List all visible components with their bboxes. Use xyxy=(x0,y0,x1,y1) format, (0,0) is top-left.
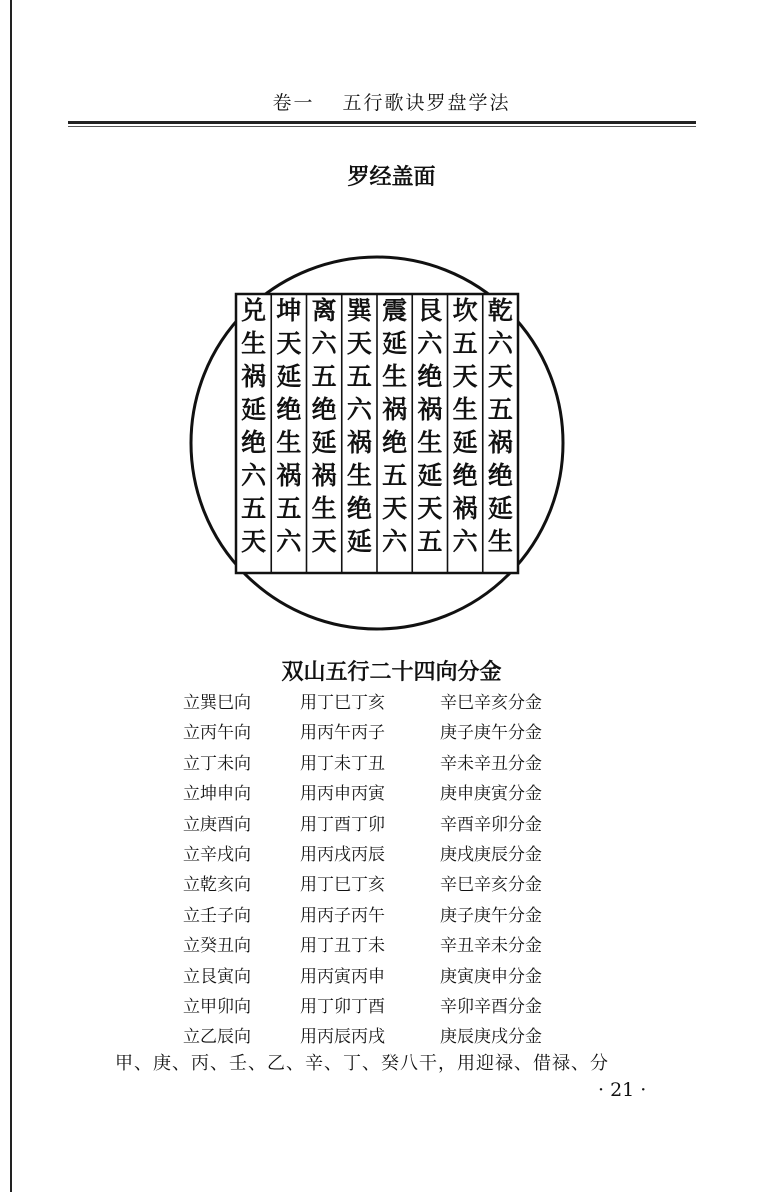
diagram-cell: 六 xyxy=(452,527,478,556)
diagram-cell: 天 xyxy=(382,494,408,523)
direction-cell: 立丁未向 xyxy=(183,753,251,774)
diagram-column xyxy=(342,294,377,573)
fenjin-cell: 庚申庚寅分金 xyxy=(440,784,542,805)
diagram-cell: 祸 xyxy=(417,395,443,424)
diagram-cell: 绝 xyxy=(452,461,478,490)
use-cell: 用丁巳丁亥 xyxy=(300,693,385,713)
diagram-cell: 五 xyxy=(382,461,408,490)
table-row xyxy=(183,749,643,779)
diagram-cell: 延 xyxy=(346,527,372,556)
direction-cell: 立丙午向 xyxy=(183,723,251,744)
body-text-line: 甲、庚、丙、壬、乙、辛、丁、癸八干，用迎禄、借禄、分 xyxy=(115,1053,609,1074)
diagram-cell: 生 xyxy=(241,329,267,358)
diagram-cell: 六 xyxy=(346,395,372,424)
direction-cell: 立艮寅向 xyxy=(183,966,251,987)
use-cell: 用丙子丙午 xyxy=(300,905,385,926)
diagram-cell: 生 xyxy=(311,494,337,523)
diagram-cell: 绝 xyxy=(487,461,513,490)
diagram-cell: 五 xyxy=(452,329,478,358)
diagram-cell: 延 xyxy=(382,329,408,358)
diagram-cell: 天 xyxy=(276,329,302,358)
diagram-cell: 绝 xyxy=(417,362,443,391)
diagram-cell: 天 xyxy=(311,527,337,556)
diagram-column xyxy=(236,294,271,573)
diagram-cell: 五 xyxy=(487,395,513,424)
diagram-cell: 坤 xyxy=(276,296,302,325)
table-row xyxy=(183,810,643,840)
diagram-cell: 生 xyxy=(382,362,408,391)
fenjin-cell: 辛卯辛酉分金 xyxy=(440,996,542,1017)
diagram-cell: 延 xyxy=(417,461,443,490)
use-cell: 用丁未丁丑 xyxy=(300,753,385,774)
diagram-cell: 生 xyxy=(487,527,513,556)
diagram-cell: 五 xyxy=(311,362,337,391)
table-row xyxy=(183,931,643,961)
table-row xyxy=(183,901,643,931)
page-number: · 21 · xyxy=(598,1079,647,1101)
diagram-cell: 延 xyxy=(241,395,267,424)
diagram-cell: 六 xyxy=(487,329,513,358)
diagram-cell: 五 xyxy=(276,494,302,523)
diagram-cell: 天 xyxy=(346,329,372,358)
table-row xyxy=(183,870,643,900)
table-row xyxy=(183,779,643,809)
chapter-title: 五行歌诀罗盘学法 xyxy=(342,92,511,114)
direction-cell: 立庚酉向 xyxy=(183,814,251,835)
diagram-cell: 延 xyxy=(276,362,302,391)
header-rule-thin xyxy=(68,126,696,127)
table-row xyxy=(183,962,643,992)
compass-diagram xyxy=(187,253,567,633)
running-head xyxy=(0,88,783,115)
fenjin-cell: 庚子庚午分金 xyxy=(440,905,542,926)
fenjin-cell: 辛巳辛亥分金 xyxy=(440,693,542,713)
fenjin-cell: 庚子庚午分金 xyxy=(440,723,542,744)
table-row xyxy=(183,840,643,870)
fenjin-cell: 辛酉辛卯分金 xyxy=(440,814,542,835)
diagram-cell: 兑 xyxy=(241,296,267,325)
diagram-cell: 绝 xyxy=(276,395,302,424)
fenjin-cell: 辛未辛丑分金 xyxy=(440,753,542,774)
use-cell: 用丁酉丁卯 xyxy=(300,814,385,835)
direction-cell: 立巽巳向 xyxy=(183,693,251,713)
direction-cell: 立壬子向 xyxy=(183,905,251,926)
diagram-cell: 祸 xyxy=(311,461,337,490)
fenjin-cell: 庚辰庚戌分金 xyxy=(440,1027,542,1048)
diagram-cell: 五 xyxy=(346,362,372,391)
diagram-grid xyxy=(236,294,518,573)
use-cell: 用丙戌丙辰 xyxy=(300,844,385,865)
use-cell: 用丁卯丁酉 xyxy=(300,996,385,1017)
use-cell: 用丙寅丙申 xyxy=(300,966,385,987)
use-cell: 用丙午丙子 xyxy=(300,723,385,744)
header-rule xyxy=(68,121,696,124)
diagram-column xyxy=(307,294,342,573)
diagram-cell: 祸 xyxy=(276,461,302,490)
diagram-cell: 绝 xyxy=(346,494,372,523)
use-cell: 用丙申丙寅 xyxy=(300,784,385,805)
fenjin-cell: 庚寅庚申分金 xyxy=(440,966,542,987)
direction-cell: 立乾亥向 xyxy=(183,875,251,896)
direction-cell: 立坤申向 xyxy=(183,784,251,805)
diagram-cell: 祸 xyxy=(452,494,478,523)
diagram-cell: 生 xyxy=(346,461,372,490)
diagram-cell: 生 xyxy=(452,395,478,424)
diagram-cell: 祸 xyxy=(487,428,513,457)
use-cell: 用丁丑丁未 xyxy=(300,936,385,957)
diagram-cell: 五 xyxy=(241,494,267,523)
diagram-cell: 六 xyxy=(241,461,267,490)
table-row xyxy=(183,718,643,748)
direction-cell: 立乙辰向 xyxy=(183,1027,251,1048)
diagram-cell: 绝 xyxy=(311,395,337,424)
direction-cell: 立癸丑向 xyxy=(183,936,251,957)
figure-title: 罗经盖面 xyxy=(347,165,436,190)
table-row xyxy=(183,688,643,718)
diagram-cell: 艮 xyxy=(417,296,443,325)
diagram-cell: 延 xyxy=(311,428,337,457)
table-row xyxy=(183,992,643,1022)
use-cell: 用丙辰丙戌 xyxy=(300,1027,385,1048)
diagram-cell: 绝 xyxy=(241,428,267,457)
diagram-cell: 延 xyxy=(452,428,478,457)
diagram-cell: 天 xyxy=(417,494,443,523)
fenjin-cell: 辛丑辛未分金 xyxy=(440,936,542,957)
diagram-cell: 天 xyxy=(241,527,267,556)
diagram-column xyxy=(271,294,306,573)
section-title: 双山五行二十四向分金 xyxy=(281,660,502,685)
diagram-cell: 巽 xyxy=(346,296,372,325)
diagram-cell: 坎 xyxy=(452,296,478,325)
diagram-cell: 生 xyxy=(417,428,443,457)
diagram-cell: 祸 xyxy=(382,395,408,424)
diagram-column xyxy=(377,294,412,573)
fenjin-table xyxy=(183,688,643,1053)
direction-cell: 立甲卯向 xyxy=(183,996,251,1017)
diagram-cell: 生 xyxy=(276,428,302,457)
diagram-cell: 乾 xyxy=(487,296,513,325)
direction-cell: 立辛戌向 xyxy=(183,844,251,865)
diagram-column xyxy=(483,294,518,573)
diagram-cell: 五 xyxy=(417,527,443,556)
diagram-cell: 祸 xyxy=(346,428,372,457)
diagram-cell: 天 xyxy=(487,362,513,391)
fenjin-cell: 庚戌庚辰分金 xyxy=(440,844,542,865)
diagram-cell: 六 xyxy=(276,527,302,556)
diagram-column xyxy=(412,294,447,573)
diagram-cell: 祸 xyxy=(241,362,267,391)
diagram-cell: 六 xyxy=(382,527,408,556)
use-cell: 用丁巳丁亥 xyxy=(300,875,385,896)
diagram-cell: 六 xyxy=(417,329,443,358)
diagram-cell: 绝 xyxy=(382,428,408,457)
diagram-cell: 延 xyxy=(487,494,513,523)
diagram-cell: 天 xyxy=(452,362,478,391)
diagram-cell: 六 xyxy=(311,329,337,358)
fenjin-cell: 辛巳辛亥分金 xyxy=(440,875,542,896)
diagram-column xyxy=(448,294,483,573)
volume-label: 卷一 xyxy=(272,92,315,114)
diagram-cell: 离 xyxy=(311,296,337,325)
diagram-cell: 震 xyxy=(382,296,408,325)
